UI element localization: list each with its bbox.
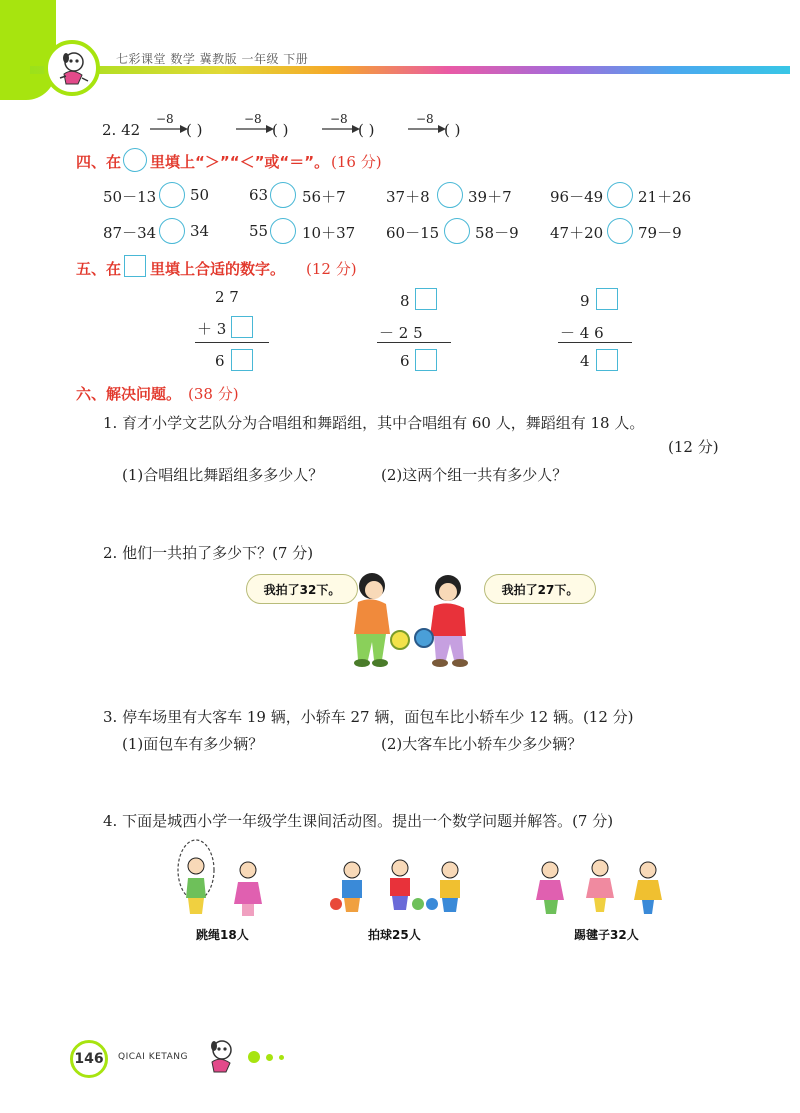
q1-sub1: (1)合唱组比舞蹈组多多少人？ — [122, 466, 324, 484]
cmp-right: 39＋7 — [468, 188, 512, 206]
circle-symbol-icon — [123, 148, 147, 172]
cmp-right: 10＋37 — [302, 224, 356, 242]
compare-circle[interactable] — [159, 182, 185, 208]
decor-dot — [279, 1055, 284, 1060]
q2-prefix: 2. 42 — [102, 121, 141, 139]
blank-2[interactable]: ( ) — [272, 121, 289, 139]
p1-top: 2 7 — [215, 288, 239, 306]
compare-circle[interactable] — [607, 182, 633, 208]
q1-sub2: (2)这两个组一共有多少人？ — [381, 466, 568, 484]
arrow-right-icon — [322, 124, 362, 134]
section4-points: (16 分) — [331, 153, 382, 171]
digit-box[interactable] — [231, 349, 253, 371]
blank-4[interactable]: ( ) — [444, 121, 461, 139]
arrow-right-icon — [408, 124, 448, 134]
sum-line — [377, 342, 451, 343]
decor-dot — [248, 1051, 260, 1063]
cmp-left: 60－15 — [386, 224, 440, 242]
p3-bot: 4 — [580, 352, 590, 370]
blank-3[interactable]: ( ) — [358, 121, 375, 139]
p1-mid: ＋ 3 — [197, 320, 227, 338]
compare-circle[interactable] — [437, 182, 463, 208]
p2-mid: － 2 5 — [379, 324, 423, 342]
cmp-left: 47＋20 — [550, 224, 604, 242]
blank-1[interactable]: ( ) — [186, 121, 203, 139]
jump-rope-kids-illustration — [166, 838, 276, 920]
header-rainbow-bar — [30, 66, 790, 74]
q1-text: 1. 育才小学文艺队分为合唱组和舞蹈组，其中合唱组有 60 人，舞蹈组有 18 人。 — [103, 414, 645, 432]
cmp-left: 55 — [249, 222, 269, 240]
mascot-logo — [44, 40, 100, 96]
compare-circle[interactable] — [159, 218, 185, 244]
q3-sub1: (1)面包车有多少辆？ — [122, 735, 264, 753]
cmp-left: 96－49 — [550, 188, 604, 206]
compare-circle[interactable] — [270, 218, 296, 244]
p3-top: 9 — [580, 292, 590, 310]
q1-points: (12 分) — [668, 438, 719, 456]
shuttlecock-kids-illustration — [524, 858, 674, 920]
page-header — [0, 0, 800, 100]
q2-text: 2. 他们一共拍了多少下？(7 分) — [103, 544, 314, 562]
kids-bouncing-balls-illustration — [330, 568, 500, 670]
speech-bubble-left: 我拍了32下。 — [246, 574, 358, 604]
compare-circle[interactable] — [607, 218, 633, 244]
caption-jump-rope: 跳绳18人 — [196, 928, 249, 942]
ball-bouncing-kids-illustration — [326, 858, 476, 920]
q3-sub2: (2)大客车比小轿车少多少辆？ — [381, 735, 583, 753]
decor-dot — [266, 1054, 273, 1061]
header-green-corner — [0, 0, 56, 100]
op-label-4: −8 — [416, 112, 434, 126]
q3-text: 3. 停车场里有大客车 19 辆，小轿车 27 辆，面包车比小轿车少 12 辆。(12 分) — [103, 708, 634, 726]
page-number: 146 — [70, 1040, 108, 1078]
section4-title-b: 里填上“＞”“＜”或“＝”。 — [150, 153, 330, 171]
compare-circle[interactable] — [444, 218, 470, 244]
op-label-3: −8 — [330, 112, 348, 126]
footer-brand: QICAI KETANG — [118, 1052, 188, 1062]
digit-box[interactable] — [231, 316, 253, 338]
cmp-left: 87－34 — [103, 224, 157, 242]
cmp-right: 79－9 — [638, 224, 682, 242]
digit-box[interactable] — [596, 349, 618, 371]
caption-ball-bouncing: 拍球25人 — [368, 928, 421, 942]
section5-title-a: 五、在 — [76, 260, 122, 278]
q4-text: 4. 下面是城西小学一年级学生课间活动图。提出一个数学问题并解答。(7 分) — [103, 812, 614, 830]
digit-box[interactable] — [415, 349, 437, 371]
p1-bot: 6 — [215, 352, 225, 370]
p2-top: 8 — [400, 292, 410, 310]
cmp-right: 34 — [190, 222, 210, 240]
header-title: 七彩课堂 数学 冀教版 一年级 下册 — [116, 52, 309, 66]
section6-title: 六、解决问题。 — [76, 385, 182, 403]
cmp-left: 63 — [249, 186, 269, 204]
arrow-right-icon — [236, 124, 276, 134]
arrow-right-icon — [150, 124, 190, 134]
mascot-icon — [52, 48, 94, 90]
caption-shuttlecock: 踢毽子32人 — [574, 928, 639, 942]
section5-title-b: 里填上合适的数字。 — [150, 260, 286, 278]
p2-bot: 6 — [400, 352, 410, 370]
cmp-right: 50 — [190, 186, 210, 204]
op-label-2: −8 — [244, 112, 262, 126]
cmp-left: 37＋8 — [386, 188, 430, 206]
op-label-1: −8 — [156, 112, 174, 126]
mascot-icon — [200, 1036, 242, 1078]
compare-circle[interactable] — [270, 182, 296, 208]
section5-points: (12 分) — [306, 260, 357, 278]
sum-line — [195, 342, 269, 343]
digit-box[interactable] — [596, 288, 618, 310]
speech-bubble-right: 我拍了27下。 — [484, 574, 596, 604]
digit-box[interactable] — [415, 288, 437, 310]
square-symbol-icon — [124, 255, 146, 277]
cmp-right: 58－9 — [475, 224, 519, 242]
section4-title-a: 四、在 — [76, 153, 122, 171]
sum-line — [558, 342, 632, 343]
section6-points: (38 分) — [188, 385, 239, 403]
cmp-right: 56＋7 — [302, 188, 346, 206]
cmp-right: 21＋26 — [638, 188, 692, 206]
cmp-left: 50－13 — [103, 188, 157, 206]
p3-mid: － 4 6 — [560, 324, 604, 342]
